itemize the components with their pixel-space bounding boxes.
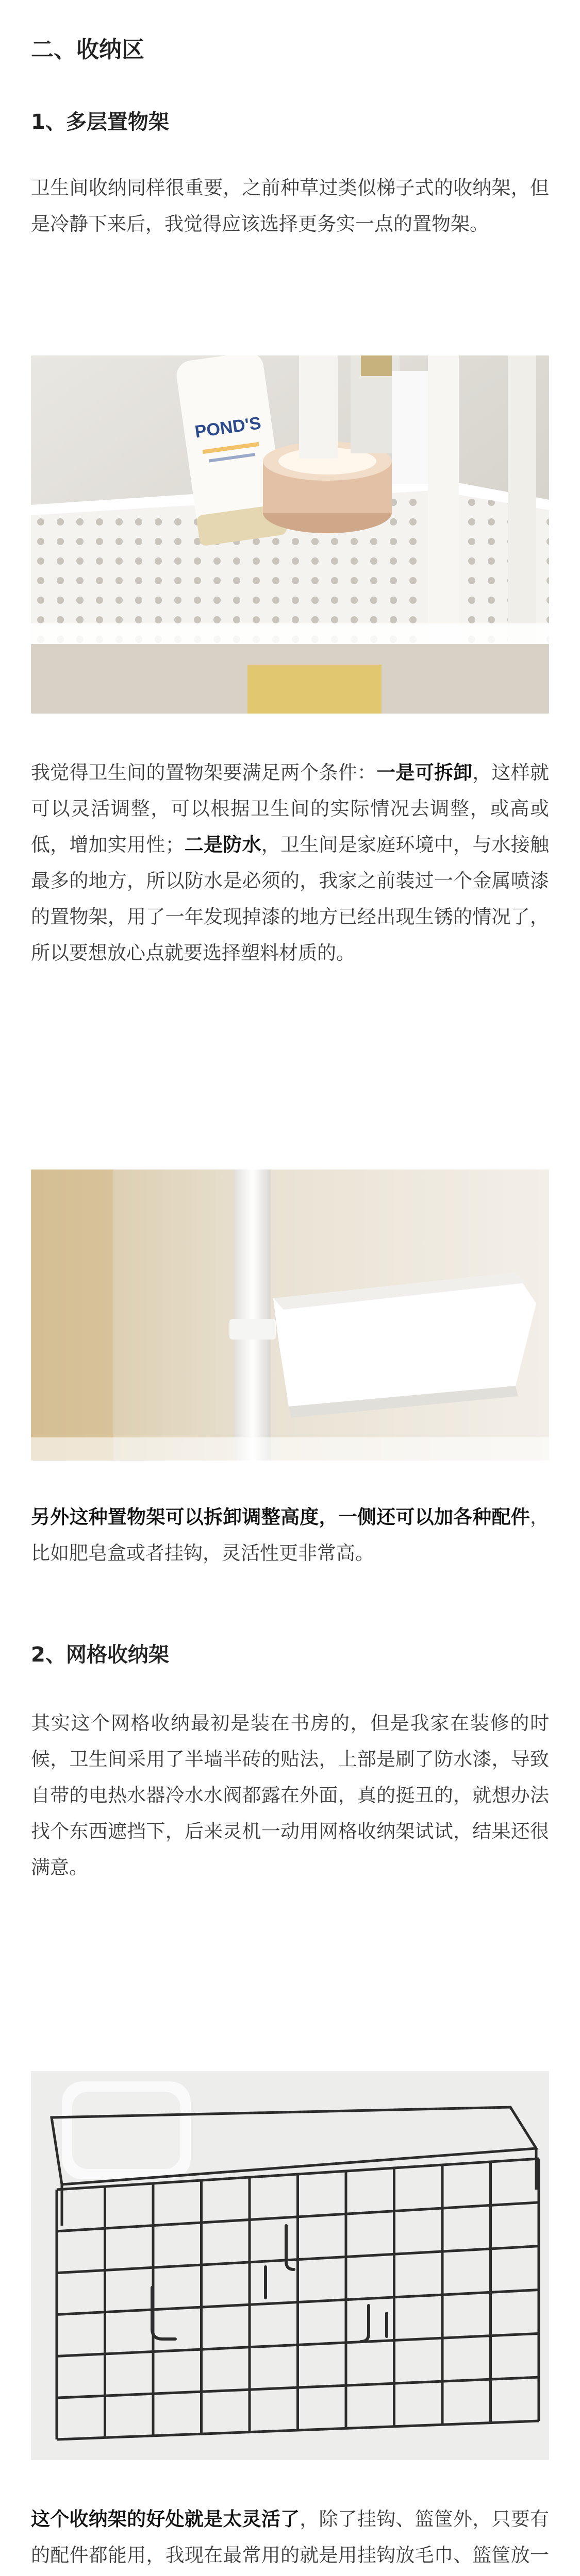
photo-plastic-shelf — [31, 355, 549, 714]
subsection-title-shelf: 1、多层置物架 — [31, 110, 169, 134]
photo-shelf-accessory — [31, 1170, 549, 1461]
paragraph-requirements: 我觉得卫生间的置物架要满足两个条件：一是可拆卸，这样就可以灵活调整，可以根据卫生间的实际情况去调整，或高或低，增加实用性；二是防水，卫生间是家庭环境中，与水接触最多的地方，所以防水是必须的，我家之前装过一个金属喷漆的置物架，用了一年发现掉漆的地方已经出现生锈的情况了，所以要想放心点就要选择塑料材质的。 — [31, 761, 550, 964]
subsection-title-grid: 2、网格收纳架 — [31, 1643, 169, 1667]
photo-grid-basket — [31, 2071, 549, 2460]
paragraph-adjustable: 另外这种置物架可以拆卸调整高度，一侧还可以加各种配件，比如肥皂盒或者挂钩，灵活性更非常高。 — [31, 1506, 549, 1564]
paragraph-grid-story: 其实这个网格收纳最初是装在书房的，但是我家在装修的时候，卫生间采用了半墙半砖的贴法，上部是刷了防水漆，导致自带的电热水器冷水水阀都露在外面，真的挺丑的，就想办法找个东西遮挡下，后来灵机一动用网格收纳架试试，结果还很满意。 — [31, 1712, 549, 1878]
paragraph-flexible: 这个收纳架的好处就是太灵活了，除了挂钩、篮筐外，只要有的配件都能用，我现在最常用的就是用挂钩放毛巾、篮筐放一 — [31, 2508, 550, 2566]
paragraph-intro: 卫生间收纳同样很重要，之前种草过类似梯子式的收纳架，但是冷静下来后，我觉得应该选择更务实一点的置物架。 — [31, 177, 549, 235]
section-title: 二、收纳区 — [31, 37, 144, 63]
pond-bottle-label: POND'S — [193, 413, 262, 442]
